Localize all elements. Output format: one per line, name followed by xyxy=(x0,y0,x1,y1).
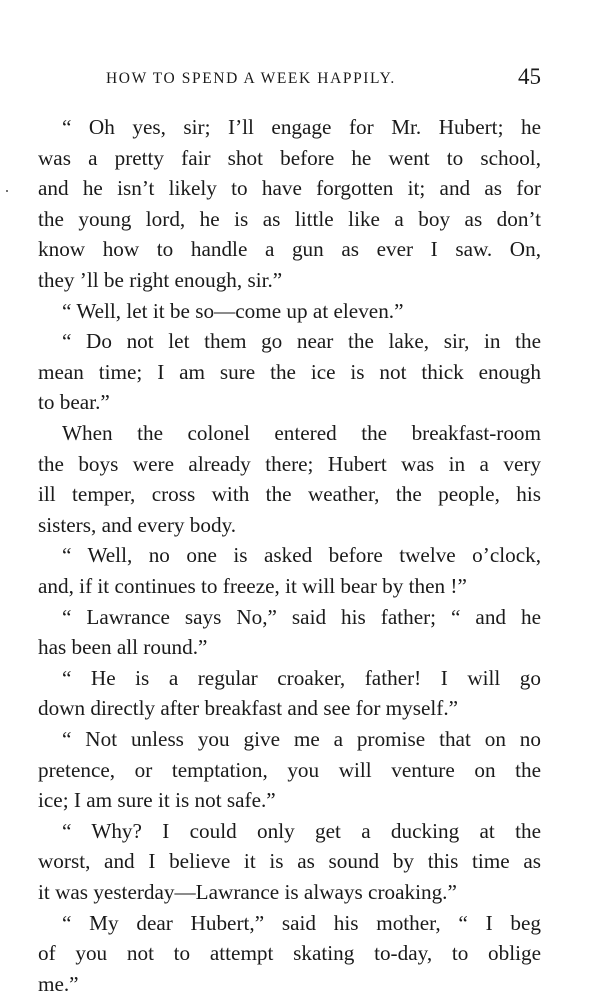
text-line: they ’ll be right enough, sir.” xyxy=(38,268,283,292)
text-line: pretence, or temptation, you will venture on the xyxy=(38,757,541,782)
text-line: “ He is a regular croaker, father! I will go xyxy=(62,665,541,690)
text-line: the boys were already there; Hubert was in a very xyxy=(38,451,541,476)
text-line: worst, and I believe it is as sound by this time as xyxy=(38,849,541,874)
text-line: “ Why? I could only get a ducking at the xyxy=(62,818,541,843)
text-line: “ Do not let them go near the lake, sir, in the xyxy=(62,329,541,354)
text-line: has been all round.” xyxy=(38,635,208,660)
text-line: and he isn’t likely to have forgotten it; and as for xyxy=(38,176,541,201)
running-title: HOW TO SPEND A WEEK HAPPILY. xyxy=(106,70,396,87)
text-line: down directly after breakfast and see for myself.” xyxy=(38,696,459,721)
text-line: ice; I am sure it is not safe.” xyxy=(38,788,276,813)
text-line: ill temper, cross with the weather, the people, his xyxy=(38,482,541,507)
text-line: know how to handle a gun as ever I saw. On, xyxy=(38,237,541,262)
text-line: “ Not unless you give me a promise that on no xyxy=(62,727,541,751)
text-line: “ Well, no one is asked before twelve o’clock, xyxy=(62,543,541,568)
text-line: to bear.” xyxy=(38,390,110,415)
text-line: sisters, and every body. xyxy=(38,512,237,537)
text-line: “ Lawrance says No,” said his father; “ and he xyxy=(62,604,541,629)
text-line: me.” xyxy=(38,971,79,996)
text-line: mean time; I am sure the ice is not thick enough xyxy=(38,359,541,384)
text-line: the young lord, he is as little like a boy as don’t xyxy=(38,206,541,231)
text-line: “ Well, let it be so—come up at eleven.” xyxy=(62,298,404,323)
text-line: “ Oh yes, sir; I’ll engage for Mr. Hubert; he xyxy=(62,115,541,139)
text-line: “ My dear Hubert,” said his mother, “ I beg xyxy=(62,910,541,935)
text-line: of you not to attempt skating to-day, to oblige xyxy=(38,941,541,966)
page-number: 45 xyxy=(518,64,541,89)
text-line: and, if it continues to freeze, it will bear by then !” xyxy=(38,574,467,598)
text-line: was a pretty fair shot before he went to school, xyxy=(38,145,541,170)
text-line: it was yesterday—Lawrance is always croaking.” xyxy=(38,880,457,904)
text-line: When the colonel entered the breakfast-room xyxy=(62,421,541,445)
